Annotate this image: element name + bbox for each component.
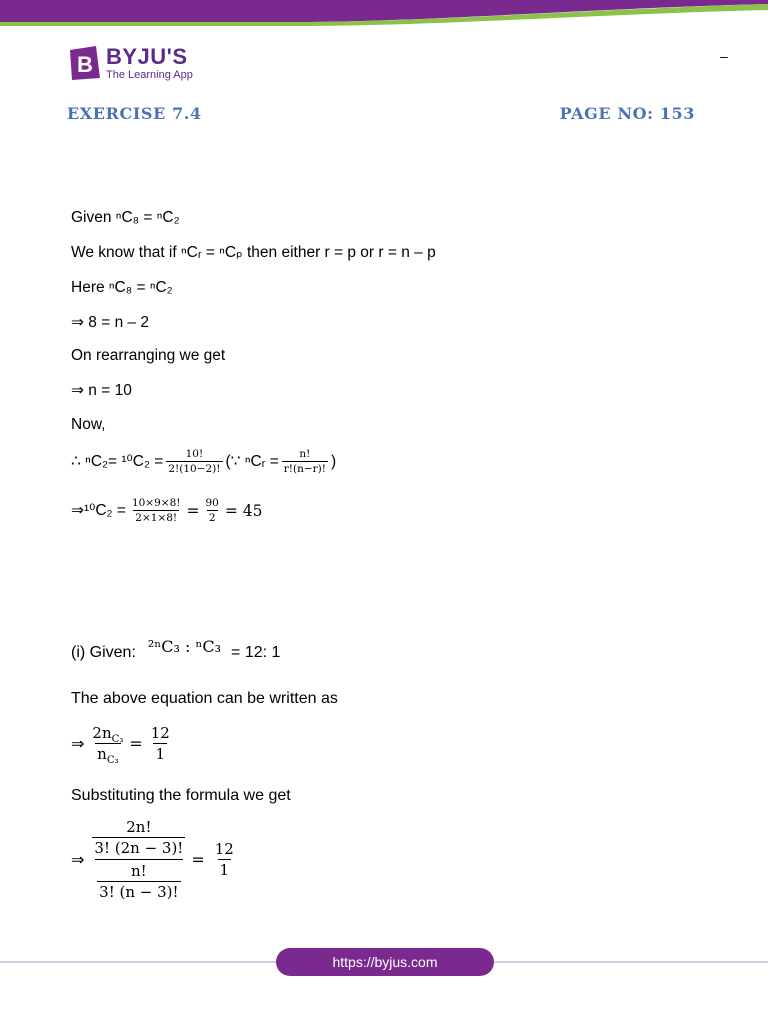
- brand-name: BYJU'S: [106, 43, 188, 69]
- q1-rule: We know that if ⁿCᵣ = ⁿCₚ then either r = p or r = n – p: [71, 244, 436, 261]
- q2-ratio-fraction: $\frac{2n_{C_3}}{n_{C_3}}$: [92, 724, 124, 766]
- header-dash: –: [720, 48, 728, 64]
- q1-step1: ⇒ 8 = n – 2: [71, 314, 150, 331]
- q2-formula-value: $\frac{12}{1}$: [214, 840, 234, 879]
- q2-ratio-value: $\frac{12}{1}$: [150, 724, 170, 763]
- q2-given-expr: ²ⁿC₃ : ⁿC₃: [147, 637, 222, 656]
- q2-compound-fraction: $\frac{\frac{2n!}{3! (2n - 3)!}}{\frac{n!}{3! (n - 3)!}}$: [94, 818, 184, 901]
- q1-given: Given ⁿC₈ = ⁿC₂: [71, 209, 180, 226]
- q1-l8-close: ): [331, 452, 337, 470]
- q2-ratio-line: ⇒ $\frac{2n_{C_3}}{n_{C_3}}$ = $\frac{12}{1}$: [71, 724, 170, 766]
- q1-l8-lhs: ∴ ⁿC₂= ¹⁰C₂ =: [71, 453, 164, 470]
- q1-combination-line: [71, 448, 336, 475]
- q1-now: Now,: [71, 416, 106, 433]
- footer-url-link[interactable]: https://byjus.com: [276, 948, 494, 976]
- q1-step2: ⇒ n = 10: [71, 382, 132, 399]
- top-banner: [0, 0, 768, 26]
- q1-here: Here ⁿC₈ = ⁿC₂: [71, 279, 173, 296]
- q1-rearrange: On rearranging we get: [71, 347, 226, 364]
- brand-logo: [66, 44, 193, 82]
- q1-l9-fraction2: $\frac{90}{2}$: [205, 497, 219, 524]
- q2-written: The above equation can be written as: [71, 690, 338, 707]
- q1-result-line: ⇒¹⁰C₂ = $\frac{10\times 9\times 8!}{2\times 1\times 8!}$ = $\frac{90}{2}$ = 45: [71, 497, 263, 524]
- q2-given-ratio: = 12: 1: [231, 644, 281, 661]
- q1-l9-lhs: ⇒¹⁰C₂ =: [71, 502, 126, 519]
- q2-subst: Substituting the formula we get: [71, 787, 291, 804]
- svg-text:B: B: [77, 52, 93, 77]
- page-number: PAGE NO: 153: [559, 104, 695, 123]
- q1-l9-answer: = 45: [224, 501, 263, 520]
- q2-formula-line: ⇒ $\frac{\frac{2n!}{3! (2n - 3)!}}{\frac{n!}{3! (n - 3)!}}$ = $\frac{12}{1}$: [71, 818, 234, 901]
- q1-l8-fraction: $\frac{10!}{2!(10-2)!}$: [168, 448, 221, 475]
- byjus-logo-icon: [66, 44, 102, 82]
- q1-l8-because: (∵ ⁿCᵣ =: [225, 453, 279, 470]
- exercise-title: EXERCISE 7.4: [67, 104, 202, 123]
- q1-l8-formula: $\frac{n!}{r!(n-r)!}$: [283, 448, 326, 475]
- q2-given-line: [71, 637, 281, 662]
- q2-given-label: (i) Given:: [71, 644, 136, 661]
- brand-tagline: The Learning App: [106, 68, 193, 81]
- q1-l9-fraction: $\frac{10\times 9\times 8!}{2\times 1\times 8!}$: [131, 497, 181, 524]
